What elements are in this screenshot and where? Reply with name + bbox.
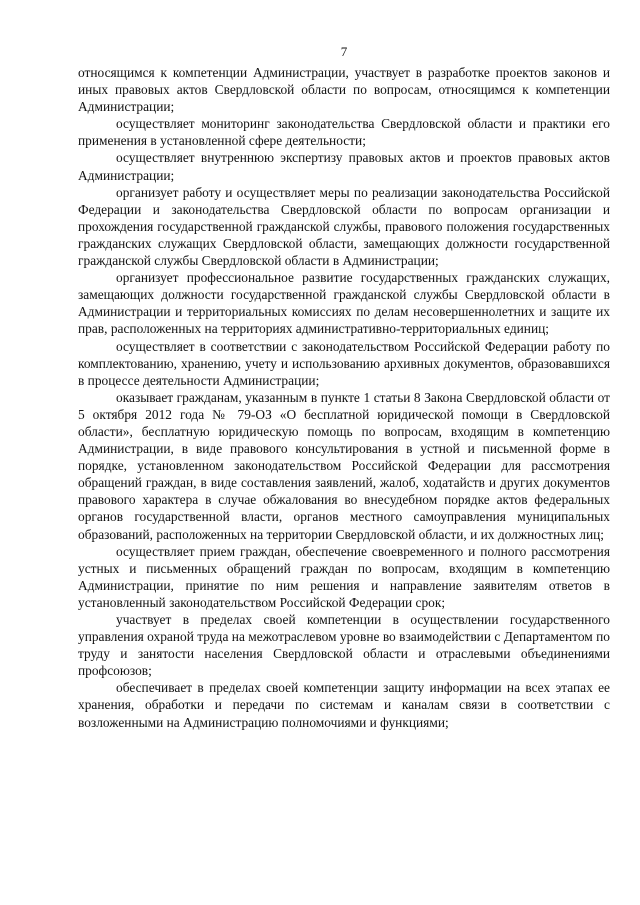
paragraph-civil-service: организует работу и осуществляет меры по реализации законодательства Российской Федерации и законодательства Свердловской области по вопросам организации и прохождения государственной гражданской службы, правового положения государственных гражданских служащих Свердловской области, замещающих должности государственной гражданской службы Свердловской области в Администрации;	[78, 184, 610, 269]
paragraph-archives: осуществляет в соответствии с законодательством Российской Федерации работу по комплектованию, хранению, учету и использованию архивных документов, образовавшихся в процессе деятельности Администрации;	[78, 338, 610, 388]
paragraph-information-security: обеспечивает в пределах своей компетенции защиту информации на всех этапах ее хранения, обработки и передачи по системам и каналам связи в соответствии с возложенными на Администрацию полномочиями и функциями;	[78, 680, 610, 730]
paragraph-legal-expertise: осуществляет внутреннюю экспертизу правовых актов и проектов правовых актов Администрации;	[78, 150, 610, 183]
paragraph-legal-aid: оказывает гражданам, указанным в пункте 1 статьи 8 Закона Свердловской области от 5 октября 2012 года № 79-ОЗ «О бесплатной юридической помощи в Свердловской области», бесплатную юридическую помощь по вопросам, входящим в компетенцию Администрации, в виде правового консультирования в устной и письменной форме в порядке, установленном законодательством Российской Федерации для рассмотрения обращений граждан, в виде составления заявлений, жалоб, ходатайств и других документов правового характера в случае обжалования во внесудебном порядке актов федеральных органов государственной власти, органов местного самоуправления муниципальных образований, расположенных на территории Свердловской области, и их должностных лиц;	[78, 389, 610, 542]
document-body	[78, 64, 610, 731]
paragraph-labor-protection: участвует в пределах своей компетенции в осуществлении государственного управления охраной труда на межотраслевом уровне во взаимодействии с Департаментом по труду и занятости населения Свердловской области и отраслевыми объединениями профсоюзов;	[78, 612, 610, 679]
paragraph-continuation: относящимся к компетенции Администрации, участвует в разработке проектов законов и иных правовых актов Свердловской области по вопросам, относящимся к компетенции Администрации;	[78, 65, 610, 115]
page-number: 7	[340, 44, 348, 59]
paragraph-monitoring: осуществляет мониторинг законодательства Свердловской области и практики его применения в установленной сфере деятельности;	[78, 116, 610, 149]
paragraph-citizen-appeals: осуществляет прием граждан, обеспечение своевременного и полного рассмотрения устных и письменных обращений граждан по вопросам, входящим в компетенцию Администрации, принятие по ним решения и направление заявителям ответов в установленный законодательством Российской Федерации срок;	[78, 543, 610, 610]
paragraph-professional-development: организует профессиональное развитие государственных гражданских служащих, замещающих должности государственной гражданской службы Свердловской области в Администрации и территориальных комиссиях по делам несовершеннолетних и защите их прав, расположенных на территориях административно-территориальных единиц;	[78, 270, 610, 337]
